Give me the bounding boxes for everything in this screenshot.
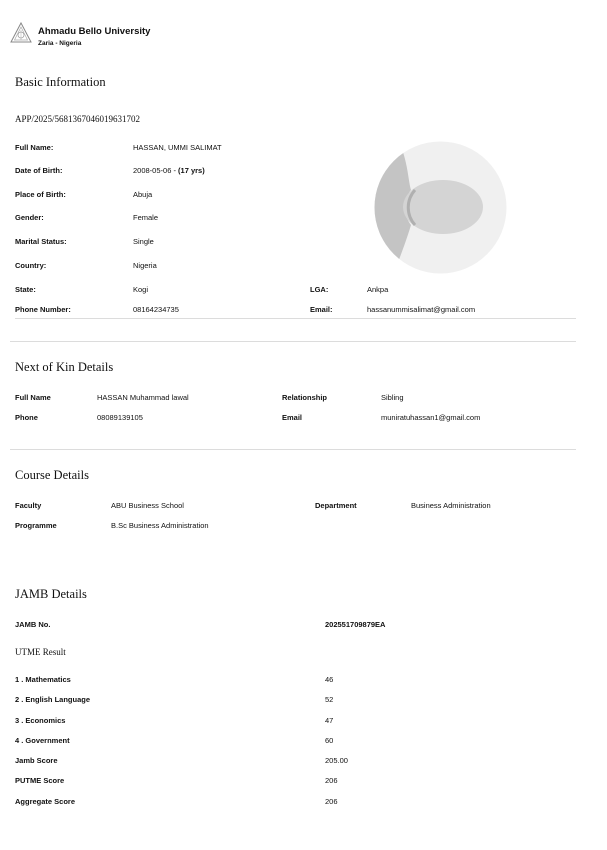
programme-value: B.Sc Business Administration xyxy=(111,521,209,530)
faculty-value: ABU Business School xyxy=(111,501,184,510)
marital-label: Marital Status: xyxy=(15,237,67,246)
university-crest-icon xyxy=(9,21,33,45)
user-avatar-placeholder-icon xyxy=(373,140,508,275)
aggregate-score-value: 206 xyxy=(325,797,338,806)
country-label: Country: xyxy=(15,261,47,270)
gender-value: Female xyxy=(133,213,159,222)
department-label: Department xyxy=(315,501,357,510)
dob-date: 2008-05-06 - xyxy=(133,166,176,175)
subject-label: 1 . Mathematics xyxy=(15,675,71,684)
phone-value: 08164234735 xyxy=(133,305,179,314)
jamb-no-label: JAMB No. xyxy=(15,620,51,629)
subject-score: 60 xyxy=(325,736,334,745)
faculty-label: Faculty xyxy=(15,501,42,510)
age-value: (17 yrs) xyxy=(178,166,205,175)
jamb-details-title: JAMB Details xyxy=(15,587,87,601)
subject-score: 52 xyxy=(325,695,334,704)
putme-score-value: 206 xyxy=(325,776,338,785)
full-name-label: Full Name: xyxy=(15,143,54,152)
dob-label: Date of Birth: xyxy=(15,166,63,175)
aggregate-score-label: Aggregate Score xyxy=(15,797,76,806)
programme-label: Programme xyxy=(15,521,57,530)
subject-label: 4 . Government xyxy=(15,736,70,745)
section-divider-2 xyxy=(10,449,576,450)
state-value: Kogi xyxy=(133,285,149,294)
subject-label: 3 . Economics xyxy=(15,716,66,725)
subject-score: 47 xyxy=(325,716,334,725)
nok-relationship-value: Sibling xyxy=(381,393,404,402)
phone-label: Phone Number: xyxy=(15,305,71,314)
jamb-score-label: Jamb Score xyxy=(15,756,58,765)
lga-value: Ankpa xyxy=(367,285,389,294)
department-value: Business Administration xyxy=(411,501,491,510)
next-of-kin-title: Next of Kin Details xyxy=(15,360,114,374)
dob-value xyxy=(133,166,205,175)
nok-full-name-label: Full Name xyxy=(15,393,51,402)
putme-score-label: PUTME Score xyxy=(15,776,65,785)
nok-email-value: muniratuhassan1@gmail.com xyxy=(381,413,481,422)
university-name: Ahmadu Bello University xyxy=(38,26,151,37)
jamb-no-value: 202551709879EA xyxy=(325,620,386,629)
full-name-value: HASSAN, UMMI SALIMAT xyxy=(133,143,222,152)
pob-value: Abuja xyxy=(133,190,153,199)
basic-info-divider xyxy=(15,318,576,319)
nok-phone-value: 08089139105 xyxy=(97,413,143,422)
email-value: hassanummisalimat@gmail.com xyxy=(367,305,476,314)
subject-score: 46 xyxy=(325,675,334,684)
nok-phone-label: Phone xyxy=(15,413,38,422)
email-label: Email: xyxy=(310,305,333,314)
nok-full-name-value: HASSAN Muhammad lawal xyxy=(97,393,189,402)
basic-info-title: Basic Information xyxy=(15,75,106,89)
utme-result-title: UTME Result xyxy=(15,647,66,657)
gender-label: Gender: xyxy=(15,213,44,222)
state-label: State: xyxy=(15,285,36,294)
marital-value: Single xyxy=(133,237,154,246)
subject-label: 2 . English Language xyxy=(15,695,91,704)
nok-relationship-label: Relationship xyxy=(282,393,328,402)
application-number: APP/2025/5681367046019631702 xyxy=(15,114,141,124)
nok-email-label: Email xyxy=(282,413,303,422)
course-details-title: Course Details xyxy=(15,468,89,482)
country-value: Nigeria xyxy=(133,261,157,270)
jamb-score-value: 205.00 xyxy=(325,756,348,765)
lga-label: LGA: xyxy=(310,285,329,294)
pob-label: Place of Birth: xyxy=(15,190,66,199)
section-divider-1 xyxy=(10,341,576,342)
university-location: Zaria - Nigeria xyxy=(38,40,82,47)
